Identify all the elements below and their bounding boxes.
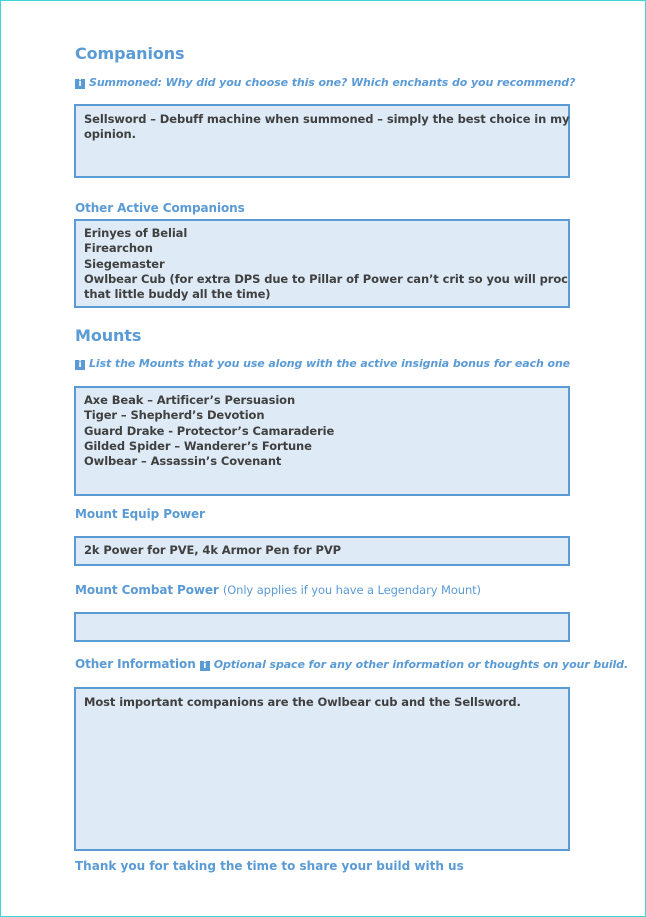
other-companions-field[interactable]	[74, 219, 570, 308]
mount-combat-power-title: Mount Combat Power	[75, 583, 219, 597]
companion-line: that little buddy all the time)	[84, 287, 271, 302]
mounts-text	[84, 393, 334, 469]
other-information-label	[75, 657, 628, 671]
other-information-field[interactable]	[74, 687, 570, 851]
mounts-hint	[75, 357, 570, 370]
other-information-hint-text: Optional space for any other information or thoughts on your build.	[213, 658, 629, 671]
mount-line: Gilded Spider – Wanderer’s Fortune	[84, 438, 312, 453]
mount-line: Owlbear – Assassin’s Covenant	[84, 454, 282, 469]
mounts-heading: Mounts	[75, 326, 142, 345]
summoned-companion-field[interactable]	[74, 104, 570, 178]
mount-line: Axe Beak – Artificer’s Persuasion	[84, 393, 296, 407]
mount-combat-power-note: (Only applies if you have a Legendary Mount)	[222, 583, 481, 597]
other-information-hint	[200, 658, 628, 671]
info-icon: i	[75, 360, 85, 370]
mount-combat-power-field[interactable]	[74, 612, 570, 642]
summoned-companion-text	[84, 112, 569, 143]
summoned-hint-text: Summoned: Why did you choose this one? Which enchants do you recommend?	[89, 76, 576, 89]
companions-heading: Companions	[75, 44, 185, 63]
companion-line: Owlbear Cub (for extra DPS due to Pillar of Power can’t crit so you will proc	[84, 271, 568, 286]
info-icon: i	[200, 661, 210, 671]
footer-thanks: Thank you for taking the time to share your build with us	[75, 859, 464, 873]
mounts-hint-text: List the Mounts that you use along with the active insignia bonus for each one	[89, 357, 571, 370]
companion-line: Firearchon	[84, 241, 153, 256]
companion-line: Erinyes of Belial	[84, 226, 188, 240]
other-companions-text	[84, 226, 568, 302]
other-information-value: Most important companions are the Owlbear cub and the Sellsword.	[84, 695, 521, 709]
other-information-title: Other Information	[75, 657, 196, 671]
mount-line: Tiger – Shepherd’s Devotion	[84, 408, 265, 423]
mount-combat-power-label	[75, 583, 481, 597]
mount-equip-power-field[interactable]	[74, 536, 570, 566]
info-icon: i	[75, 79, 85, 89]
summoned-line: Sellsword – Debuff machine when summoned – simply the best choice in my	[84, 112, 570, 126]
summoned-hint	[75, 76, 575, 89]
other-companions-label: Other Active Companions	[75, 201, 245, 215]
mount-equip-power-label: Mount Equip Power	[75, 507, 205, 521]
mount-equip-power-value: 2k Power for PVE, 4k Armor Pen for PVP	[84, 543, 341, 557]
summoned-line: opinion.	[84, 127, 136, 142]
mount-line: Guard Drake - Protector’s Camaraderie	[84, 423, 335, 438]
mounts-field[interactable]	[74, 386, 570, 496]
companion-line: Siegemaster	[84, 256, 165, 271]
